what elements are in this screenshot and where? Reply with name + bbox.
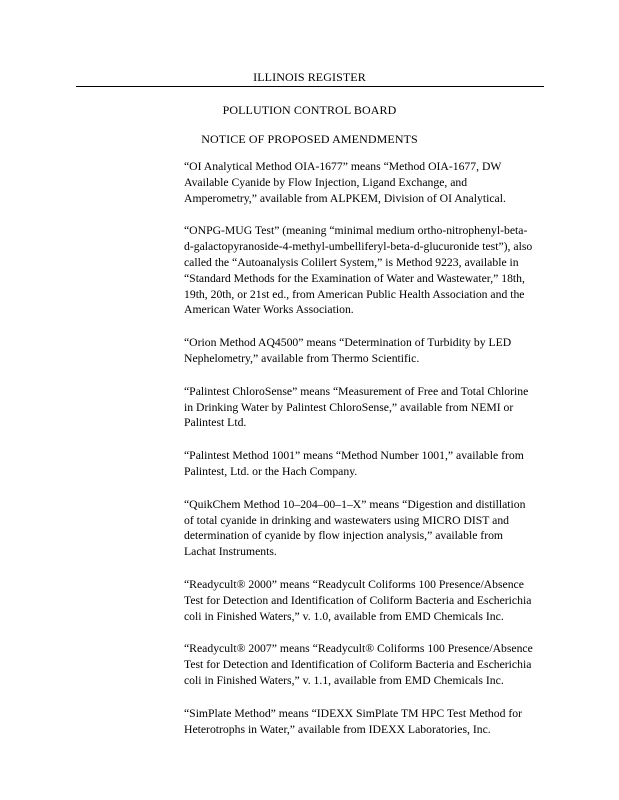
definition-onpg-mug <box>184 223 544 318</box>
definition-orion <box>184 335 544 367</box>
text-line: coli in Finished Waters,” v. 1.1, available from EMD Chemicals Inc. <box>184 673 504 687</box>
notice-title: NOTICE OF PROPOSED AMENDMENTS <box>201 132 418 146</box>
text-line: coli in Finished Waters,” v. 1.0, available from EMD Chemicals Inc. <box>184 609 504 623</box>
text-line: Test for Detection and Identification of Coliform Bacteria and Escherichia <box>184 658 532 672</box>
text-line: “QuikChem Method 10–204–00–1–X” means “Digestion and distillation <box>184 497 526 511</box>
definition-list <box>184 159 544 754</box>
board-title: POLLUTION CONTROL BOARD <box>222 103 397 117</box>
text-line: Available Cyanide by Flow Injection, Ligand Exchange, and <box>184 175 468 189</box>
definition-oi-analytical <box>184 159 544 206</box>
text-line: in Drinking Water by Palintest ChloroSense,” available from NEMI or <box>184 400 514 414</box>
text-line: determination of cyanide by flow injection analysis,” available from <box>184 529 504 543</box>
text-line: Nephelometry,” available from Thermo Scientific. <box>184 351 420 365</box>
text-line: American Water Works Association. <box>184 303 354 317</box>
text-line: “Orion Method AQ4500” means “Determination of Turbidity by LED <box>184 336 512 350</box>
text-line: “Readycult® 2007” means “Readycult® Coliforms 100 Presence/Absence <box>184 642 533 656</box>
text-line: “Readycult® 2000” means “Readycult Coliforms 100 Presence/Absence <box>184 577 524 591</box>
text-line: “OI Analytical Method OIA-1677” means “Method OIA-1677, DW <box>184 160 502 173</box>
text-line: Palintest Ltd. <box>184 416 247 430</box>
text-line: 19th, 20th, or 21st ed., from American Public Health Association and the <box>184 287 525 301</box>
definition-simplate <box>184 706 544 738</box>
text-line: “SimPlate Method” means “IDEXX SimPlate TM HPC Test Method for <box>184 706 522 720</box>
text-line: “ONPG-MUG Test” (meaning “minimal medium ortho-nitrophenyl-beta- <box>184 224 528 238</box>
text-line: called the “Autoanalysis Colilert System,” is Method 9223, available in <box>184 255 519 269</box>
definition-readycult-2000 <box>184 577 544 624</box>
definition-palintest-1001 <box>184 448 544 480</box>
definition-palintest-chlorosense <box>184 384 544 431</box>
text-line: of total cyanide in drinking and wastewaters using MICRO DIST and <box>184 513 510 527</box>
text-line: Palintest, Ltd. or the Hach Company. <box>184 464 358 478</box>
text-line: d-galactopyranoside-4-methyl-umbelliferyl-beta-d-glucuronide test”), also <box>184 240 533 254</box>
definition-readycult-2007 <box>184 641 544 688</box>
text-line: Amperometry,” available from ALPKEM, Division of OI Analytical. <box>184 191 506 205</box>
text-line: Lachat Instruments. <box>184 545 277 559</box>
register-title: ILLINOIS REGISTER <box>253 70 366 84</box>
text-line: Test for Detection and Identification of Coliform Bacteria and Escherichia <box>184 593 532 607</box>
text-line: “Palintest ChloroSense” means “Measurement of Free and Total Chlorine <box>184 384 529 398</box>
definition-quikchem <box>184 497 544 560</box>
text-line: “Palintest Method 1001” means “Method Number 1001,” available from <box>184 449 524 463</box>
header-rule <box>76 86 544 87</box>
text-line: “Standard Methods for the Examination of Water and Wastewater,” 18th, <box>184 271 525 285</box>
text-line: Heterotrophs in Water,” available from IDEXX Laboratories, Inc. <box>184 722 491 736</box>
